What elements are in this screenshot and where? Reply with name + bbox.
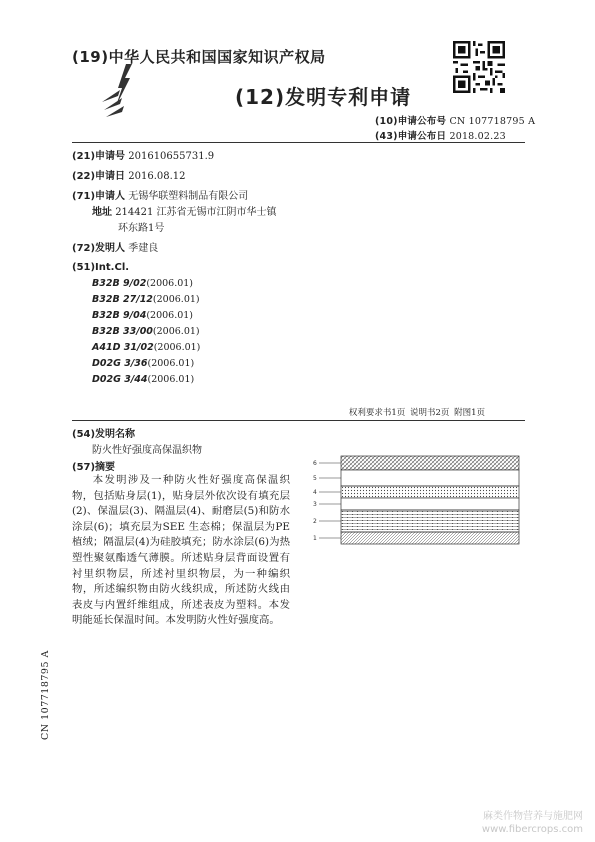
qr-code-icon bbox=[453, 41, 505, 93]
layer-label: 5 bbox=[313, 475, 317, 482]
inventor-label: (72)发明人 bbox=[72, 243, 126, 254]
applicant-row bbox=[72, 187, 248, 202]
layer-structure-diagram bbox=[305, 450, 523, 556]
application-number-row bbox=[72, 147, 214, 162]
publication-date-row bbox=[375, 128, 506, 142]
document-type: (12)发明专利申请 bbox=[235, 85, 412, 109]
applicant-name: 无锡华联塑料制品有限公司 bbox=[128, 191, 249, 202]
cnipa-logo bbox=[96, 62, 146, 118]
address-label: 地址 bbox=[92, 207, 112, 218]
filing-date-label: (22)申请日 bbox=[72, 171, 126, 182]
publication-date: 2018.02.23 bbox=[449, 131, 506, 142]
intcl-label: (51)Int.Cl. bbox=[72, 262, 130, 273]
side-publication-number: CN 107718795 A bbox=[40, 650, 51, 740]
watermark bbox=[482, 810, 583, 836]
section-divider bbox=[72, 420, 525, 421]
address-line-1: 214421 江苏省无锡市江阴市华士镇 bbox=[115, 207, 277, 218]
page-count-info: 权利要求书1页 说明书2页 附图1页 bbox=[348, 408, 485, 418]
inventor-row bbox=[72, 239, 158, 254]
watermark-line-2: www.fibercrops.com bbox=[481, 824, 583, 835]
applicant-label: (71)申请人 bbox=[72, 191, 126, 202]
abstract-text: 本发明涉及一种防火性好强度高保温织物，包括贴身层(1)，贴身层外依次设有填充层(2)、保温层(3)、隔温层(4)、耐磨层(5)和防水涂层(6)；填充层为SEE 生态棉；保温层为PE 植绒；隔温层(4)为硅胶填充；防水涂层(6)为热塑性聚氨酯透气薄膜。所述贴身层背面设置有衬里织物层，所述衬里织物层，为一种编织物，所述编织物由防火线织成，所述防火线由表皮与内置纤维组成，所述表皮为塑料。本发明能延长保温时间。本发明防火性好强度高。 bbox=[72, 474, 290, 627]
watermark-line-1: 麻类作物营养与施肥网 bbox=[483, 811, 583, 822]
application-number-label: (21)申请号 bbox=[72, 151, 126, 162]
filing-date-row bbox=[72, 167, 186, 182]
publication-number-row bbox=[375, 113, 535, 127]
ipc-entry: B32B 27/12(2006.01) bbox=[92, 294, 200, 305]
ipc-entry: D02G 3/44(2006.01) bbox=[92, 374, 195, 385]
abstract-label: (57)摘要 bbox=[72, 462, 116, 473]
layer-label: 3 bbox=[313, 501, 317, 508]
address-row bbox=[92, 203, 277, 218]
inventor-name: 季建良 bbox=[128, 243, 159, 254]
publication-date-label: (43)申请公布日 bbox=[375, 131, 447, 142]
address-line-2: 环东路1号 bbox=[118, 223, 165, 234]
layer-label: 6 bbox=[313, 460, 317, 467]
layer-label: 4 bbox=[313, 489, 317, 496]
ipc-entry: D02G 3/36(2006.01) bbox=[92, 358, 195, 369]
office-name: (19)中华人民共和国国家知识产权局 bbox=[72, 48, 326, 66]
invention-title: 防火性好强度高保温织物 bbox=[92, 445, 202, 456]
ipc-entry: B32B 9/04(2006.01) bbox=[92, 310, 194, 321]
ipc-entry: B32B 33/00(2006.01) bbox=[92, 326, 200, 337]
header-divider bbox=[72, 142, 525, 143]
filing-date: 2016.08.12 bbox=[128, 171, 186, 182]
ipc-entry: B32B 9/02(2006.01) bbox=[92, 278, 194, 289]
title-label: (54)发明名称 bbox=[72, 429, 136, 440]
publication-number: CN 107718795 A bbox=[449, 116, 536, 127]
application-number: 201610655731.9 bbox=[128, 151, 215, 162]
publication-number-label: (10)申请公布号 bbox=[375, 116, 447, 127]
layer-label: 2 bbox=[313, 518, 317, 525]
ipc-entry: A41D 31/02(2006.01) bbox=[92, 342, 201, 353]
layer-label: 1 bbox=[313, 535, 317, 542]
